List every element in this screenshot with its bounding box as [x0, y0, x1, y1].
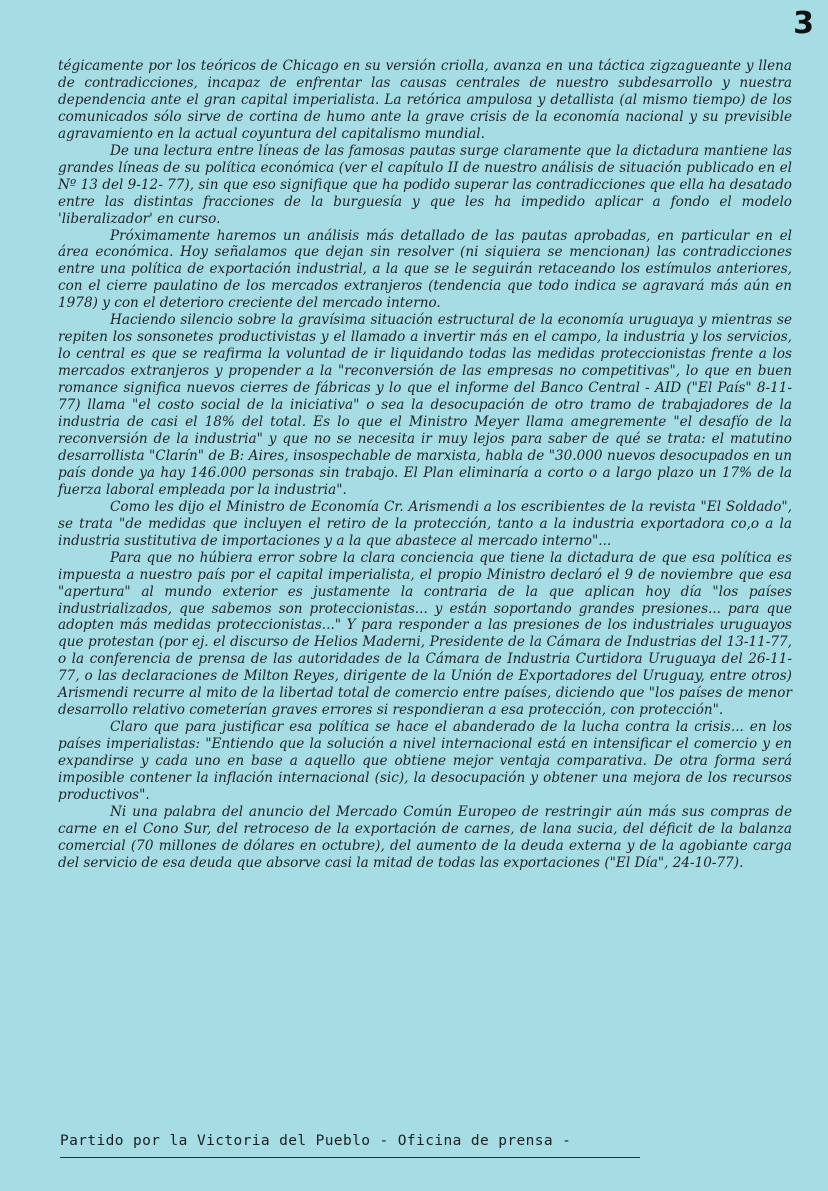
paragraph-analisis: Próximamente haremos un análisis más detallado de las pautas aprobadas, en particular en el área económica. Hoy señalamos que dejan sin resolver (ni siquiera se mencionan) las contradicciones entre una política de exportación industrial, a la que se le seguirán retaceando los estímulos anteriores, con el cierre paulatino de los mercados extranjeros (tendencia que todo indica se agravará más aún en 1978) y con el deterioro creciente del mercado interno.: [58, 227, 792, 312]
footer-signature: Partido por la Victoria del Pueblo - Oficina de prensa -: [60, 1133, 640, 1158]
paragraph-continuation: tégicamente por los teóricos de Chicago en su versión criolla, avanza en una táctica zigzagueante y llena de contradicciones, incapaz de enfrentar las causas centrales de nuestro subdesarrollo y nuestra dependencia ante el gran capital imperialista. La retórica ampulosa y detallista (al mismo tiempo) de los comunicados sólo sirve de cortina de humo ante la grave crisis de la economía nacional y su previsible agravamiento en la actual coyuntura del capitalismo mundial.: [58, 58, 792, 142]
paragraph-apertura: Para que no húbiera error sobre la clara conciencia que tiene la dictadura de que esa política es impuesta a nuestro país por el capital imperialista, el propio Ministro declaró el 9 de noviembre que esa "apertura" al mundo exterior es justamente la contraria de la que aplican hoy día "los países industrializados, que sabemos son proteccionistas... y están soportando grandes presiones... para que adopten más medidas proteccionistas..." Y para responder a las presiones de los industriales uruguayos que protestan (por ej. el discurso de Helios Maderni, Presidente de la Cámara de Industrias del 13-11-77, o la conferencia de prensa de las autoridades de la Cámara de Industria Curtidora Uruguaya del 26-11-77, o las declaraciones de Milton Reyes, dirigente de la Unión de Exportadores del Uruguay, entre otros) Arismendi recurre al mito de la libertad total de comercio entre países, diciendo que "los países de menor desarrollo relativo cometerían graves errores si respondieran a esa protección, con protección".: [58, 549, 792, 719]
document-body: [58, 58, 792, 872]
page-number: 3: [793, 6, 814, 41]
paragraph-silencio: Haciendo silencio sobre la gravísima situación estructural de la economía uruguaya y mientras se repiten los sonsonetes productivistas y el llamado a invertir más en el campo, la industria y los servicios, lo central es que se reafirma la voluntad de ir liquidando todas las medidas proteccionistas frente a los mercados extranjeros y propender a la "reconversión de las empresas no competitivas", lo que en buen romance significa nuevos cierres de fábricas y lo que el informe del Banco Central - AID ("El País" 8-11-77) llama "el costo social de la iniciativa" o sea la desocupación de otro tramo de trabajadores de la industria de casi el 18% del total. Es lo que el Ministro Meyer llama amegremente "el desafío de la reconversión de la industria" y que no se necesita ir muy lejos para saber de qué se trata: el matutino desarrollista "Clarín" de B: Aires, insospechable de marxista, habla de "30.000 nuevos desocupados en un país donde ya hay 146.000 personas sin trabajo. El Plan eliminaría a corto o a largo plazo un 17% de la fuerza laboral empleada por la industria".: [58, 312, 792, 498]
paragraph-mercado-comun: Ni una palabra del anuncio del Mercado Común Europeo de restringir aún más sus compras de carne en el Cono Sur, del retroceso de la exportación de carnes, de lana sucia, del déficit de la balanza comercial (70 millones de dólares en octubre), del aumento de la deuda externa y de la agobiante carga del servicio de esa deuda que absorve casi la mitad de todas las exportaciones ("El Día", 24-10-77).: [58, 803, 792, 871]
paragraph-ministro: Como les dijo el Ministro de Economía Cr. Arismendi a los escribientes de la revista "El Soldado", se trata "de medidas que incluyen el retiro de la protección, tanto a la industria exportadora co,o a la industria sustitutiva de importaciones y a la que abastece al mercado interno"...: [58, 498, 792, 549]
paragraph-crisis: Claro que para justificar esa política se hace el abanderado de la lucha contra la crisis... en los países imperialistas: "Entiendo que la solución a nivel internacional está en intensificar el comercio y en expandirse y cada uno en base a aquello que obtiene mejor ventaja comparativa. De otra forma será imposible contener la inflación internacional (sic), la desocupación y obtener una mejora de los recursos productivos".: [58, 719, 792, 803]
paragraph-pautas: De una lectura entre líneas de las famosas pautas surge claramente que la dictadura mantiene las grandes líneas de su política económica (ver el capítulo II de nuestro análisis de situación publicado en el Nº 13 del 9-12- 77), sin que eso signifique que ha podido superar las contradicciones que ella ha desatado entre las distintas fracciones de la burguesía y que les ha impedido aplicar a fondo el modelo 'liberalizador' en curso.: [58, 142, 792, 227]
